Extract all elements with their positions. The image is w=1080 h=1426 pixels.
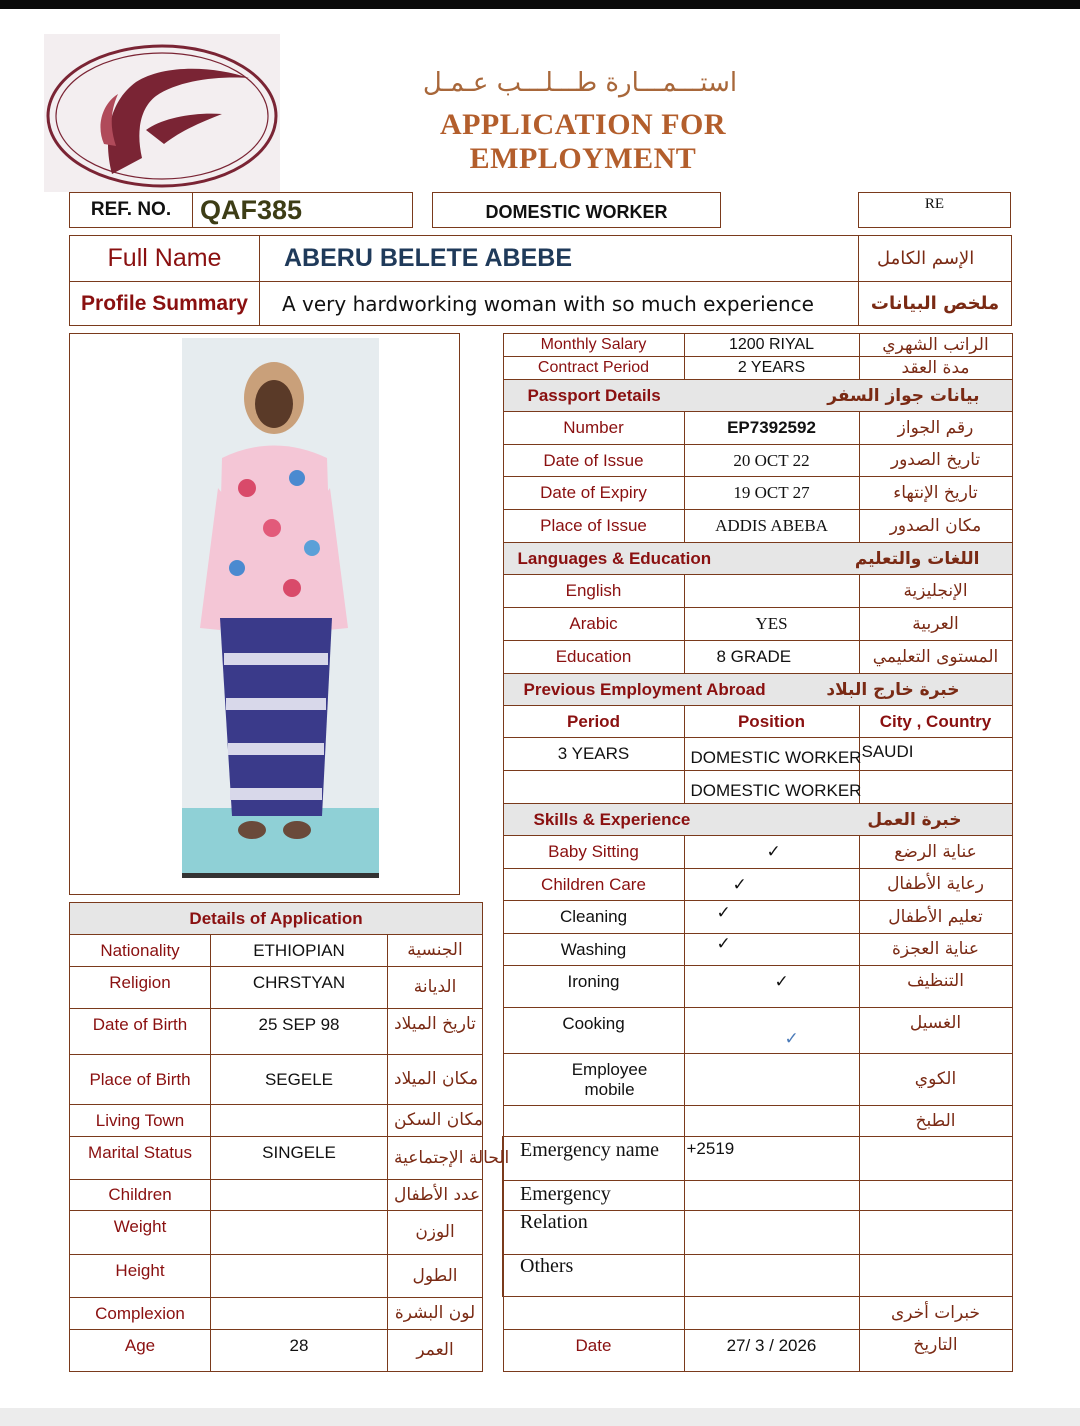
issue-date-value: 20 OCT 22 (684, 445, 859, 477)
extra-arabic: الطبخ (859, 1106, 1012, 1137)
skill-arabic: عناية العجزة (859, 934, 1012, 966)
full-name-arabic: الإسم الكامل (859, 236, 1012, 282)
applicant-photo (182, 338, 379, 878)
skill-arabic: رعاية الأطفال (859, 869, 1012, 901)
education-label: Education (503, 641, 684, 674)
height-value (211, 1255, 388, 1298)
col-position: Position (684, 706, 859, 738)
employee-mobile-label: Employee mobile (503, 1054, 684, 1106)
employee-mobile-arabic: الكوي (859, 1054, 1012, 1106)
profile-value: A very hardworking woman with so much experience (260, 282, 859, 326)
employment-section-header (503, 674, 1012, 706)
nationality-arabic: الجنسية (388, 935, 483, 967)
employment-row-period (503, 771, 684, 804)
passport-section-arabic: بيانات جواز السفر (827, 385, 980, 406)
date-label: Date (503, 1330, 684, 1372)
passport-number-arabic: رقم الجواز (859, 412, 1012, 445)
languages-section-arabic: اللغات والتعليم (854, 548, 980, 569)
employment-section-arabic: خبرة خارج البلاد (826, 679, 960, 700)
others-value (684, 1255, 859, 1297)
salary-label: Monthly Salary (503, 334, 684, 357)
passport-section-header (503, 380, 1012, 412)
arabic-label: Arabic (503, 608, 684, 641)
bottom-bar (0, 1408, 1080, 1426)
arabic-value: YES (684, 608, 859, 641)
blank-cell (684, 1106, 859, 1137)
others-label: Others (503, 1255, 684, 1297)
period-label: Contract Period (503, 357, 684, 380)
skill-check-icon: ✓ (684, 966, 859, 1008)
skill-check-icon: ✓ (684, 901, 859, 934)
ref-value: QAF385 (200, 195, 303, 225)
blank-cell (503, 1297, 684, 1330)
blank-cell (503, 1106, 684, 1137)
age-label: Age (70, 1330, 211, 1372)
marital-value: SINGELE (211, 1137, 388, 1180)
employment-row-position: DOMESTIC WORKER (684, 738, 859, 771)
skill-label: Cooking (503, 1008, 684, 1054)
skills-section-header (503, 804, 1012, 836)
profile-arabic: ملخص البيانات (859, 282, 1012, 326)
expiry-date-label: Date of Expiry (503, 477, 684, 510)
age-arabic: العمر (388, 1330, 483, 1372)
ref-label: REF. NO. (70, 193, 193, 227)
marital-label: Marital Status (70, 1137, 211, 1180)
skill-arabic: تعليم الأطفال (859, 901, 1012, 934)
weight-label: Weight (70, 1211, 211, 1255)
weight-arabic: الوزن (388, 1211, 483, 1255)
top-bar (0, 0, 1080, 9)
english-label: English (503, 575, 684, 608)
passport-number-value: EP7392592 (684, 412, 859, 445)
children-arabic: عدد الأطفال (388, 1180, 483, 1211)
date-value: 27/ 3 / 2026 (684, 1330, 859, 1372)
skill-arabic: عناية الرضع (859, 836, 1012, 869)
complexion-value (211, 1298, 388, 1330)
expiry-date-value: 19 OCT 27 (684, 477, 859, 510)
period-value: 2 YEARS (684, 357, 859, 380)
employment-row-location: SAUDI (859, 738, 1012, 771)
children-label: Children (70, 1180, 211, 1211)
issue-date-label: Date of Issue (503, 445, 684, 477)
arabic-arabic: العربية (859, 608, 1012, 641)
skill-arabic: التنظيف (859, 966, 1012, 1008)
ref-box (69, 192, 413, 228)
col-period: Period (503, 706, 684, 738)
relation-arabic (859, 1211, 1012, 1255)
skill-check-icon: ✓ (684, 934, 859, 966)
blank-cell (684, 1297, 859, 1330)
height-arabic: الطول (388, 1255, 483, 1298)
emergency-label: Emergency (503, 1181, 684, 1211)
skill-label: Ironing (503, 966, 684, 1008)
english-value (684, 575, 859, 608)
education-value: 8 GRADE (684, 641, 859, 674)
details-table (69, 902, 510, 1372)
employee-mobile-value (684, 1054, 859, 1106)
re-box: RE (858, 192, 1011, 228)
identity-table (69, 235, 1012, 326)
place-of-issue-label: Place of Issue (503, 510, 684, 543)
details-section-title: Details of Application (70, 903, 483, 935)
passport-number-label: Number (503, 412, 684, 445)
languages-section-header (503, 543, 1012, 575)
others-blank (859, 1255, 1012, 1297)
skill-label: Cleaning (503, 901, 684, 934)
skill-label: Washing (503, 934, 684, 966)
position-applied: DOMESTIC WORKER (432, 192, 721, 228)
photo-frame (69, 333, 460, 895)
religion-arabic: الديانة (388, 967, 483, 1009)
skill-check-icon: ✓ (684, 1008, 859, 1054)
employment-row-period: 3 YEARS (503, 738, 684, 771)
full-name-value: ABERU BELETE ABEBE (260, 236, 859, 282)
pob-arabic: مكان الميلاد (388, 1055, 483, 1105)
place-of-issue-arabic: مكان الصدور (859, 510, 1012, 543)
skill-label: Baby Sitting (503, 836, 684, 869)
nationality-label: Nationality (70, 935, 211, 967)
children-value (211, 1180, 388, 1211)
living-town-label: Living Town (70, 1105, 211, 1137)
employment-section-title: Previous Employment Abroad (523, 679, 766, 699)
relation-value (684, 1211, 859, 1255)
religion-value: CHRSTYAN (211, 967, 388, 1009)
skill-check-icon: ✓ (684, 836, 859, 869)
dob-label: Date of Birth (70, 1009, 211, 1055)
period-arabic: مدة العقد (859, 357, 1012, 380)
emergency-name-arabic (859, 1137, 1012, 1181)
nationality-value: ETHIOPIAN (211, 935, 388, 967)
skill-check-icon: ✓ (684, 869, 859, 901)
dob-value: 25 SEP 98 (211, 1009, 388, 1055)
issue-date-arabic: تاريخ الصدور (859, 445, 1012, 477)
passport-section-title: Passport Details (527, 385, 661, 405)
salary-value: 1200 RIYAL (684, 334, 859, 357)
weight-value (211, 1211, 388, 1255)
profile-label: Profile Summary (70, 282, 260, 326)
emergency-value (684, 1181, 859, 1211)
title-arabic: استـــمـــارة طـــلـــب عـمـل (422, 68, 738, 98)
age-value: 28 (211, 1330, 388, 1372)
date-arabic: التاريخ (859, 1330, 1012, 1372)
pob-label: Place of Birth (70, 1055, 211, 1105)
skill-arabic: الغسيل (859, 1008, 1012, 1054)
height-label: Height (70, 1255, 211, 1298)
emergency-arabic (859, 1181, 1012, 1211)
employment-row-position: DOMESTIC WORKER (684, 771, 859, 804)
living-town-value (211, 1105, 388, 1137)
religion-label: Religion (70, 967, 211, 1009)
col-location: City , Country (859, 706, 1012, 738)
company-logo (44, 34, 280, 192)
title-english: APPLICATION FOR EMPLOYMENT (439, 108, 727, 175)
relation-label: Relation (503, 1211, 684, 1255)
skills-section-arabic: خبرة العمل (867, 809, 962, 830)
expiry-date-arabic: تاريخ الإنتهاء (859, 477, 1012, 510)
living-town-arabic: مكان السكن (388, 1105, 483, 1137)
emergency-name-value: +2519 (684, 1137, 859, 1181)
complexion-arabic: لون البشرة (388, 1298, 483, 1330)
right-details-table (502, 333, 1013, 1372)
salary-arabic: الراتب الشهري (859, 334, 1012, 357)
dob-arabic: تاريخ الميلاد (388, 1009, 483, 1055)
languages-section-title: Languages & Education (517, 548, 712, 568)
place-of-issue-value: ADDIS ABEBA (684, 510, 859, 543)
education-arabic: المستوى التعليمي (859, 641, 1012, 674)
skills-section-title: Skills & Experience (533, 809, 691, 829)
complexion-label: Complexion (70, 1298, 211, 1330)
pob-value: SEGELE (211, 1055, 388, 1105)
full-name-label: Full Name (70, 236, 260, 282)
employment-row-location (859, 771, 1012, 804)
skill-label: Children Care (503, 869, 684, 901)
marital-arabic: الحالة الإجتماعية (388, 1137, 483, 1180)
emergency-name-label: Emergency name (503, 1137, 684, 1181)
english-arabic: الإنجليزية (859, 575, 1012, 608)
others-arabic: خبرات أخرى (859, 1297, 1012, 1330)
